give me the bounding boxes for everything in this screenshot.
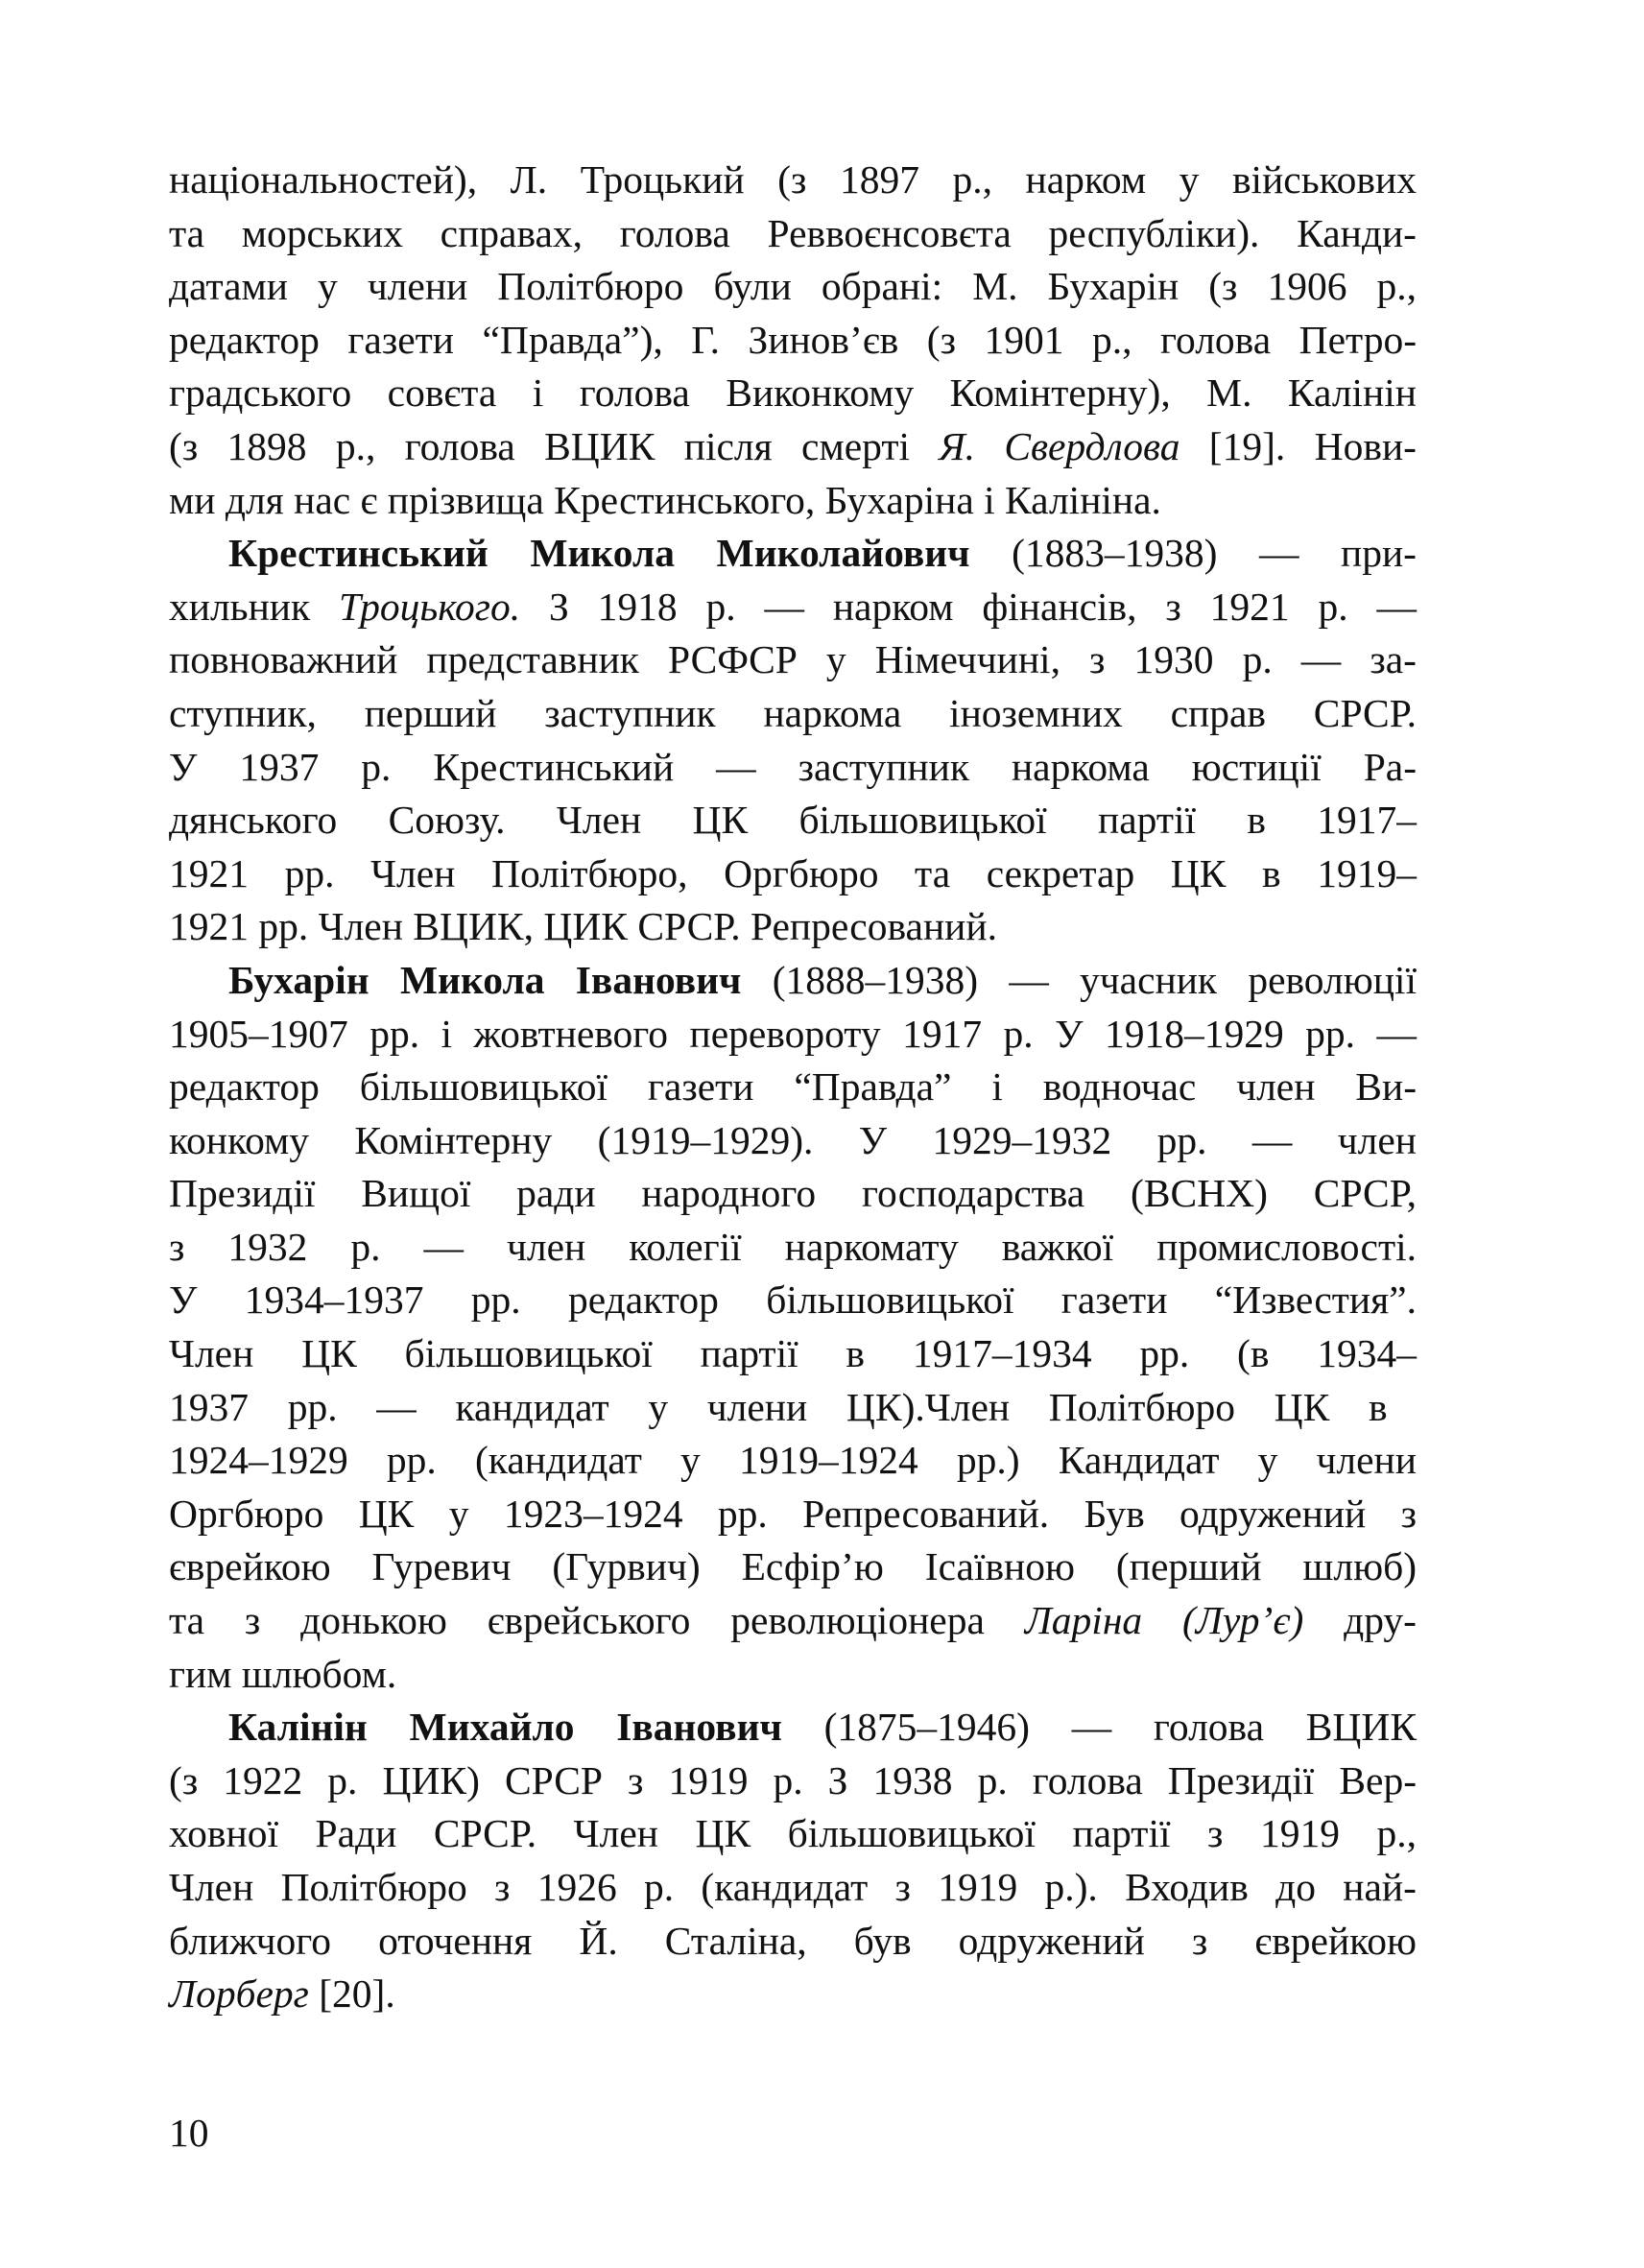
text-run: повноважний представник РСФСР у Німеччині, з 1930 р. — за-	[169, 637, 1417, 682]
text-line	[169, 741, 1417, 795]
text-line	[169, 1968, 1417, 2021]
text-line	[169, 474, 1417, 528]
text-line	[169, 1061, 1417, 1114]
text-line	[169, 900, 1417, 954]
text-run: (1875–1946) — голова ВЦИК	[781, 1705, 1418, 1750]
text-line	[169, 794, 1417, 848]
text-line	[169, 1915, 1417, 1969]
text-run: 1921 рр. Член ВЦИК, ЦИК СРСР. Репресований.	[169, 904, 997, 949]
text-run: Член Політбюро з 1926 р. (кандидат з 1919 р.). Входив до най-	[169, 1865, 1417, 1909]
text-line	[169, 1114, 1417, 1168]
italic-reference: Троцького.	[339, 584, 521, 629]
italic-reference: Ларіна (Лур’є)	[1024, 1598, 1304, 1643]
body-text	[169, 154, 1417, 2021]
text-run: з 1932 р. — член колегії наркомату важкої промисловості.	[169, 1224, 1418, 1269]
text-run: редактор більшовицької газети “Правда” і водночас член Ви-	[169, 1064, 1418, 1110]
text-run: Президії Вищої ради народного господарства (ВСНХ) СРСР,	[169, 1171, 1417, 1216]
text-line	[169, 1594, 1417, 1648]
bold-name: Бухарін Микола Іванович	[228, 957, 742, 1002]
text-run: та морських справах, голова Реввоєнсовєта республіки). Канди-	[169, 210, 1418, 255]
text-run: (з 1898 р., голова ВЦИК після смерті	[169, 423, 940, 468]
text-run: З 1918 р. — нарком фінансів, з 1921 р. —	[520, 584, 1417, 629]
text-run: (1883–1938) — при-	[969, 531, 1418, 576]
bold-name: Калінін Михайло Іванович	[228, 1705, 782, 1750]
text-run: гим шлюбом.	[169, 1651, 397, 1696]
text-line	[169, 420, 1417, 474]
text-line	[169, 1327, 1417, 1381]
text-run: (1888–1938) — учасник революції	[741, 957, 1417, 1002]
text-run: 1924–1929 рр. (кандидат у 1919–1924 рр.) Кандидат у члени	[169, 1438, 1417, 1483]
text-run: національностей), Л. Троцький (з 1897 р., нарком у військових	[169, 157, 1417, 202]
text-line	[169, 954, 1417, 1008]
text-line	[169, 687, 1417, 741]
italic-reference: Я. Свердлова	[939, 423, 1180, 468]
text-run: ми для нас є прізвища Крестинського, Бухаріна і Калініна.	[169, 477, 1161, 522]
text-line	[169, 1755, 1417, 1808]
text-run: 1905–1907 рр. і жовтневого перевороту 1917 р. У 1918–1929 рр. —	[169, 1011, 1418, 1056]
text-line	[169, 848, 1417, 901]
text-run: та з донькою єврейського революціонера	[169, 1598, 1025, 1643]
text-line	[169, 581, 1417, 634]
text-line	[169, 1167, 1417, 1221]
text-line	[169, 1701, 1417, 1755]
paragraph-intro	[169, 154, 1417, 527]
page-number: 10	[169, 2111, 209, 2155]
text-line	[169, 154, 1417, 207]
text-line	[169, 367, 1417, 420]
text-line	[169, 1540, 1417, 1594]
bold-name: Крестинський Микола Миколайович	[228, 531, 970, 576]
text-line	[169, 1807, 1417, 1861]
text-run: конкому Комінтерну (1919–1929). У 1929–1932 рр. — член	[169, 1117, 1417, 1162]
text-line	[169, 1221, 1417, 1275]
text-run: дру-	[1303, 1598, 1417, 1643]
text-line	[169, 1274, 1417, 1327]
text-run: ближчого оточення Й. Сталіна, був одружений з єврейкою	[169, 1918, 1417, 1963]
text-run: редактор газети “Правда”), Г. Зинов’єв (з 1901 р., голова Петро-	[169, 317, 1418, 362]
text-line	[169, 1488, 1417, 1541]
text-run: У 1937 р. Крестинський — заступник наркома юстиції Ра-	[169, 744, 1418, 789]
text-line	[169, 1434, 1417, 1488]
text-run: [20].	[308, 1971, 395, 2017]
text-run: У 1934–1937 рр. редактор більшовицької газети “Известия”.	[169, 1277, 1417, 1323]
text-run: Член ЦК більшовицької партії в 1917–1934 рр. (в 1934–	[169, 1331, 1417, 1376]
text-line	[169, 314, 1417, 368]
text-run: 1937 рр. — кандидат у члени ЦК).Член Політбюро ЦК в	[169, 1384, 1388, 1429]
italic-reference: Лорберг	[169, 1971, 309, 2017]
text-line	[169, 1381, 1417, 1435]
text-line	[169, 1008, 1417, 1062]
text-run: дянського Союзу. Член ЦК більшовицької партії в 1917–	[169, 798, 1418, 843]
text-line	[169, 1861, 1417, 1915]
text-run: Оргбюро ЦК у 1923–1924 рр. Репресований. Був одружений з	[169, 1491, 1418, 1536]
text-run: хильник	[169, 584, 340, 629]
text-line	[169, 1648, 1417, 1702]
text-run: (з 1922 р. ЦИК) СРСР з 1919 р. З 1938 р. голова Президії Вер-	[169, 1757, 1418, 1802]
text-line	[169, 633, 1417, 687]
text-run: 1921 рр. Член Політбюро, Оргбюро та секретар ЦК в 1919–	[169, 850, 1417, 895]
text-run: ховної Ради СРСР. Член ЦК більшовицької партії з 1919 р.,	[169, 1811, 1417, 1856]
text-line	[169, 527, 1417, 581]
text-run: градського совєта і голова Виконкому Комінтерну), М. Калінін	[169, 370, 1418, 416]
text-line	[169, 260, 1417, 314]
text-run: [19]. Нови-	[1179, 423, 1417, 468]
paragraph-krestinsky	[169, 527, 1417, 954]
text-run: єврейкою Гуревич (Гурвич) Есфір’ю Ісаївною (перший шлюб)	[169, 1544, 1418, 1589]
paragraph-bukharin	[169, 954, 1417, 1701]
text-run: ступник, перший заступник наркома іноземних справ СРСР.	[169, 690, 1417, 735]
text-run: датами у члени Політбюро були обрані: М. Бухарін (з 1906 р.,	[169, 264, 1418, 309]
paragraph-kalinin	[169, 1701, 1417, 2021]
text-line	[169, 207, 1417, 261]
